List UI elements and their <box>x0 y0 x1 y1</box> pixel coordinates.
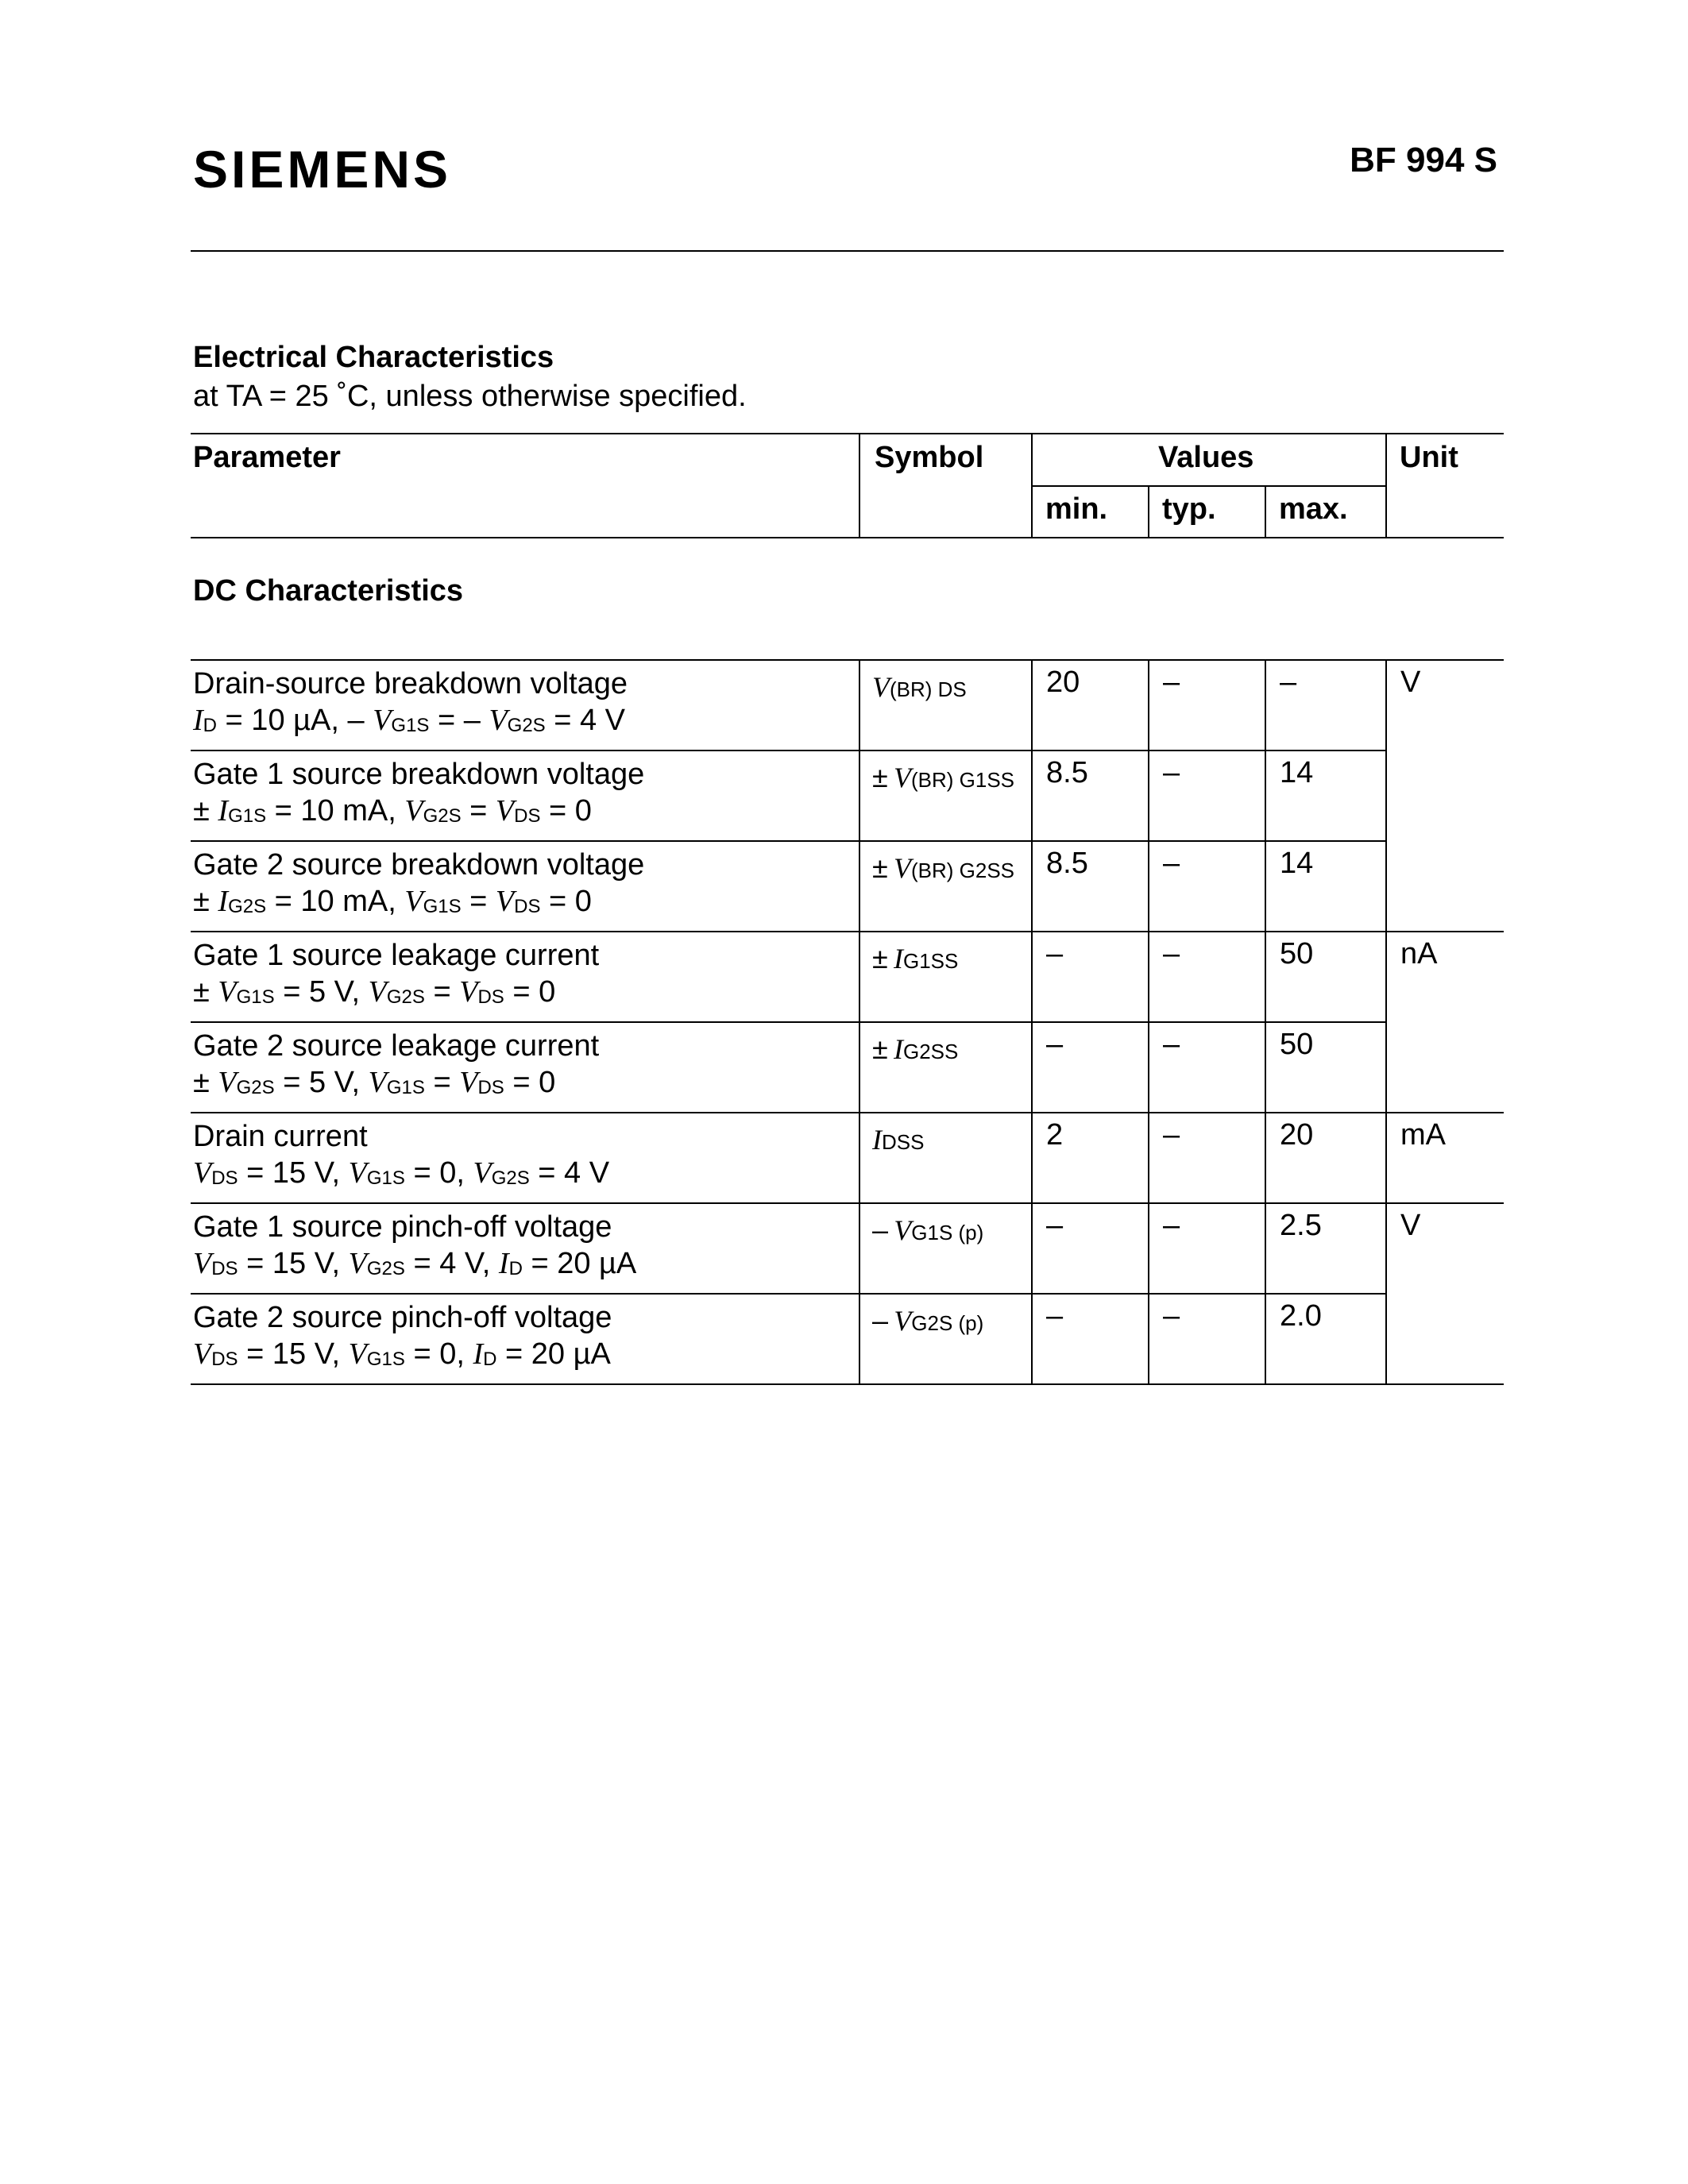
row-symbol: – VG2S (p) <box>872 1304 984 1337</box>
parameter-name: Drain current <box>193 1120 368 1153</box>
parameter-condition: $I_D = 10$ µA, – $V_{G1S}$ = – $V_{G2S} = 4$ V <box>193 704 626 737</box>
parameter-condition: ± $I_{G1S} = 10$ mA, $V_{G2S} = V_{DS} = 0$ <box>193 794 592 828</box>
unit-merge <box>1385 840 1504 843</box>
table-header <box>191 433 1504 538</box>
row-max: 50 <box>1280 1028 1314 1061</box>
group-title-text: DC Characteristics <box>193 574 464 608</box>
header-divider <box>191 250 1504 252</box>
characteristics-table <box>191 433 1504 1385</box>
header-divider-unit <box>1385 434 1387 538</box>
parameter-name: Gate 2 source leakage current <box>193 1029 600 1063</box>
header-typ: typ. <box>1162 492 1216 526</box>
row-min: 8.5 <box>1046 847 1088 880</box>
body-divider-typ <box>1148 659 1149 1385</box>
row-max: 20 <box>1280 1118 1314 1152</box>
row-min: – <box>1046 937 1064 970</box>
body-divider-unit <box>1385 659 1387 1385</box>
header-symbol: Symbol <box>875 441 984 474</box>
table-row <box>191 750 1504 840</box>
row-parameter <box>193 1028 599 1105</box>
body-divider-symbol <box>859 659 860 1385</box>
table-row <box>191 659 1504 750</box>
header-values: Values <box>1158 441 1254 474</box>
parameter-name: Gate 1 source leakage current <box>193 939 600 972</box>
parameter-condition: $V_{DS} = 15$ V, $V_{G1S} = 0$, $V_{G2S} = 4$ V <box>193 1156 610 1190</box>
body-divider-min <box>1031 659 1033 1385</box>
siemens-logo: SIEMENS <box>193 140 452 199</box>
header-divider-typ <box>1148 486 1149 538</box>
parameter-condition: ± $I_{G2S} = 10$ mA, $V_{G1S} = V_{DS} = 0$ <box>193 885 592 918</box>
table-row <box>191 840 1504 931</box>
row-parameter <box>193 937 599 1014</box>
header-divider-max <box>1265 486 1266 538</box>
header-subrule <box>1031 485 1385 487</box>
row-min: 20 <box>1046 666 1080 699</box>
parameter-name: Gate 2 source breakdown voltage <box>193 848 645 882</box>
parameter-name: Drain-source breakdown voltage <box>193 667 628 700</box>
parameter-name: Gate 1 source breakdown voltage <box>193 758 645 791</box>
row-parameter <box>193 756 644 833</box>
row-typ: – <box>1163 666 1180 699</box>
row-min: 8.5 <box>1046 756 1088 789</box>
row-typ: – <box>1163 1209 1180 1242</box>
row-parameter <box>193 1299 612 1376</box>
row-min: – <box>1046 1209 1064 1242</box>
row-typ: – <box>1163 1028 1180 1061</box>
row-symbol: ± IG2SS <box>872 1032 959 1065</box>
header-max: max. <box>1279 492 1348 526</box>
group-title <box>191 538 1504 659</box>
unit-merge <box>1385 750 1504 753</box>
unit-merge <box>1385 1293 1504 1296</box>
row-typ: – <box>1163 1118 1180 1152</box>
unit-merge <box>1385 1021 1504 1024</box>
row-symbol: ± V(BR) G1SS <box>872 761 1015 793</box>
row-max: 14 <box>1280 847 1314 880</box>
row-min: 2 <box>1046 1118 1064 1152</box>
row-typ: – <box>1163 756 1180 789</box>
parameter-condition: $V_{DS} = 15$ V, $V_{G2S} = 4$ V, $I_D = 20$ µA <box>193 1247 637 1280</box>
row-symbol: ± V(BR) G2SS <box>872 851 1015 884</box>
table-body <box>191 659 1504 1385</box>
section-title: Electrical Characteristics <box>193 341 554 374</box>
section-conditions: at TA = 25 ˚C, unless otherwise specified. <box>193 380 747 413</box>
parameter-condition: ± $V_{G1S} = 5$ V, $V_{G2S} = V_{DS} = 0$ <box>193 975 556 1009</box>
table-row <box>191 1021 1504 1112</box>
row-parameter <box>193 847 644 924</box>
row-symbol: IDSS <box>872 1124 925 1156</box>
row-typ: – <box>1163 937 1180 970</box>
header-min: min. <box>1045 492 1108 526</box>
body-divider-max <box>1265 659 1266 1385</box>
row-unit: mA <box>1400 1118 1446 1152</box>
row-max: 50 <box>1280 937 1314 970</box>
row-unit: nA <box>1400 937 1438 970</box>
table-row <box>191 1112 1504 1202</box>
parameter-condition: ± $V_{G2S} = 5$ V, $V_{G1S} = V_{DS} = 0$ <box>193 1066 556 1099</box>
header-divider-symbol <box>859 434 860 538</box>
header-unit: Unit <box>1400 441 1458 474</box>
table-row <box>191 931 1504 1021</box>
table-row <box>191 1293 1504 1385</box>
row-min: – <box>1046 1028 1064 1061</box>
parameter-name: Gate 1 source pinch-off voltage <box>193 1210 612 1244</box>
row-max: 2.5 <box>1280 1209 1322 1242</box>
row-unit: V <box>1400 1209 1421 1242</box>
row-max: 2.0 <box>1280 1299 1322 1333</box>
row-parameter <box>193 666 628 743</box>
part-number: BF 994 S <box>1350 141 1497 179</box>
row-parameter <box>193 1118 609 1195</box>
table-row <box>191 1202 1504 1293</box>
row-typ: – <box>1163 1299 1180 1333</box>
row-unit: V <box>1400 666 1421 699</box>
parameter-name: Gate 2 source pinch-off voltage <box>193 1301 612 1334</box>
row-symbol: V(BR) DS <box>872 671 967 703</box>
parameter-condition: $V_{DS} = 15$ V, $V_{G1S} = 0$, $I_D = 20$ µA <box>193 1337 611 1371</box>
row-max: – <box>1280 666 1297 699</box>
header-parameter: Parameter <box>193 441 341 474</box>
row-min: – <box>1046 1299 1064 1333</box>
row-typ: – <box>1163 847 1180 880</box>
row-symbol: – VG1S (p) <box>872 1214 984 1246</box>
row-symbol: ± IG1SS <box>872 942 959 974</box>
row-max: 14 <box>1280 756 1314 789</box>
row-parameter <box>193 1209 636 1286</box>
